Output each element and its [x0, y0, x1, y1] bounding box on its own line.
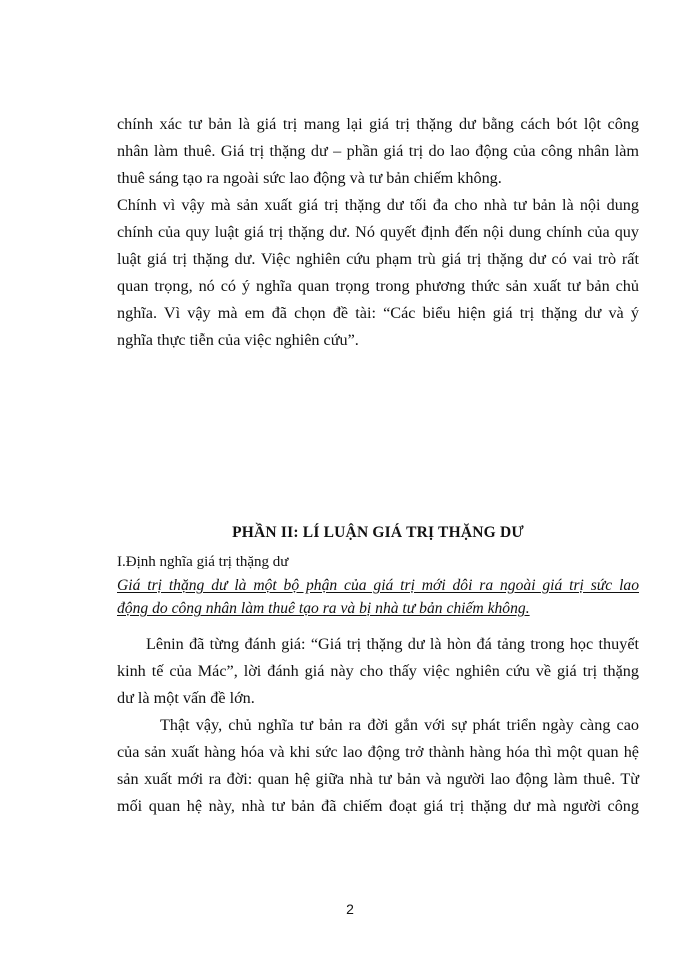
- quote-line: kinh tế của Mác”, lời đánh giá này cho thấy việc nghiên cứu về giá trị thặng: [117, 662, 639, 680]
- definition-line: Giá trị thặng dư là một bộ phận của giá trị mới dôi ra ngoài giá trị sức lao: [117, 577, 639, 594]
- capitalism-line: mối quan hệ này, nhà tư bản đã chiếm đoạt giá trị thặng dư mà người công: [117, 797, 639, 815]
- definition-line: động do công nhân làm thuê tạo ra và bị nhà tư bản chiếm không.: [117, 600, 530, 617]
- section-subheading: I.Định nghĩa giá trị thặng dư: [117, 554, 289, 570]
- topic-line: nghĩa thực tiễn của việc nghiên cứu”.: [117, 331, 359, 349]
- quote-line: dư là một vấn đề lớn.: [117, 689, 255, 707]
- definition-text: [117, 574, 639, 620]
- quote-line: Lênin đã từng đánh giá: “Giá trị thặng dư là hòn đá tảng trong học thuyết: [146, 635, 639, 653]
- capitalism-line: sản xuất mới ra đời: quan hệ giữa nhà tư bản và người lao động làm thuê. Từ: [117, 770, 639, 788]
- intro-line: thuê sáng tạo ra ngoài sức lao động và tư bản chiếm không.: [117, 169, 502, 187]
- capitalism-paragraph: [117, 712, 639, 820]
- topic-line: nghĩa. Vì vậy mà em đã chọn đề tài: “Các biểu hiện giá trị thặng dư và ý: [117, 304, 639, 322]
- capitalism-line: của sản xuất hàng hóa và khi sức lao động trở thành hàng hóa thì một quan hệ: [117, 743, 639, 761]
- section-heading: PHẦN II: LÍ LUẬN GIÁ TRỊ THẶNG DƯ: [232, 524, 524, 541]
- intro-paragraph: [117, 111, 639, 192]
- intro-line: chính xác tư bản là giá trị mang lại giá trị thặng dư bằng cách bót lột công: [117, 115, 639, 133]
- topic-line: chính của quy luật giá trị thặng dư. Nó quyết định đến nội dung chính của quy: [117, 223, 639, 241]
- topic-line: quan trọng, nó có ý nghĩa quan trọng trong phương thức sản xuất tư bản chủ: [117, 277, 639, 295]
- intro-line: nhân làm thuê. Giá trị thặng dư – phần giá trị do lao động của công nhân làm: [117, 142, 639, 160]
- topic-line: luật giá trị thặng dư. Việc nghiên cứu phạm trù giá trị thặng dư có vai trò rất: [117, 250, 639, 268]
- topic-line: Chính vì vậy mà sản xuất giá trị thặng dư tối đa cho nhà tư bản là nội dung: [117, 196, 639, 214]
- lenin-quote-paragraph: [117, 631, 639, 712]
- page-number: 2: [346, 901, 354, 917]
- topic-paragraph: [117, 192, 639, 354]
- capitalism-line: Thật vậy, chủ nghĩa tư bản ra đời gắn với sự phát triển ngày càng cao: [160, 716, 639, 734]
